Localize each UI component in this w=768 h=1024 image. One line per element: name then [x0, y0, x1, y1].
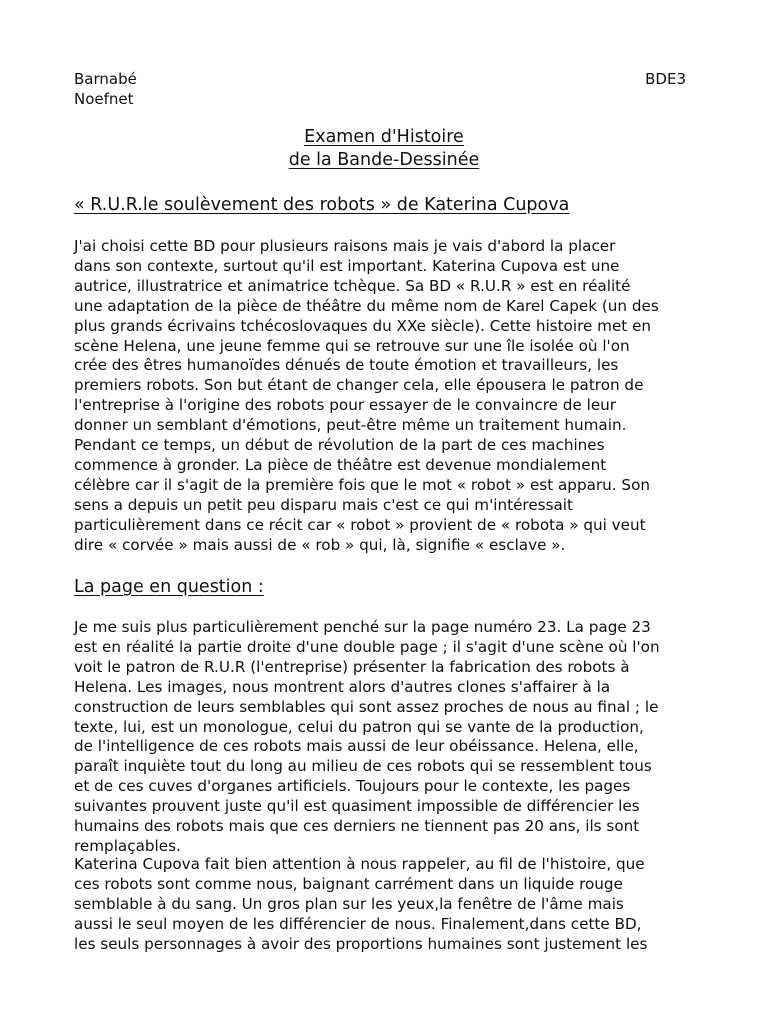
title-line-1: Examen d'Histoire	[304, 127, 464, 147]
paragraph-line: commence à gronder. La pièce de théâtre est devenue mondialement	[74, 455, 607, 474]
author-first-name: Barnabé	[74, 70, 137, 88]
paragraph-line: suivantes prouvent juste qu'il est quasiment impossible de différencier les	[74, 797, 640, 816]
paragraph-line: voit le patron de R.U.R (l'entreprise) présenter la fabrication des robots à	[74, 657, 630, 676]
paragraph-line: de l'intelligence de ces robots mais aussi de leur obéissance. Helena, elle,	[74, 737, 639, 756]
paragraph-line: une adaptation de la pièce de théâtre du même nom de Karel Capek (un des	[74, 296, 659, 315]
paragraph-line: construction de leurs semblables qui sont assez proches de nous au final ; le	[74, 697, 659, 716]
paragraph-line: ces robots sont comme nous, baignant carrément dans un liquide rouge	[74, 874, 623, 893]
paragraph-line: donner un semblant d'émotions, peut-être même un traitement humain.	[74, 416, 627, 435]
paragraph-line: paraît inquiète tout du long au milieu de ces robots qui se ressemblent tous	[74, 757, 652, 776]
paragraph-line: scène Helena, une jeune femme qui se retrouve sur une île isolée où l'on	[74, 336, 630, 355]
paragraph-line: remplaçables.	[74, 836, 181, 855]
closing-paragraph	[74, 855, 714, 955]
paragraph-line: Katerina Cupova fait bien attention à nous rappeler, au fil de l'histoire, que	[74, 855, 645, 873]
paragraph-line: dans son contexte, surtout qu'il est important. Katerina Cupova est une	[74, 256, 620, 275]
paragraph-line: premiers robots. Son but étant de changer cela, elle épousera le patron de	[74, 376, 644, 395]
document-title	[0, 126, 768, 172]
paragraph-line: Je me suis plus particulièrement penché sur la page numéro 23. La page 23	[74, 618, 651, 636]
paragraph-line: humains des robots mais que ces derniers ne tiennent pas 20 ans, ils sont	[74, 817, 640, 836]
subject-heading: « R.U.R.le soulèvement des robots » de Katerina Cupova	[74, 195, 570, 215]
paragraph-line: l'entreprise à l'origine des robots pour essayer de le convaincre de leur	[74, 396, 617, 415]
paragraph-line: dire « corvée » mais aussi de « rob » qui, là, signifie « esclave ».	[74, 535, 566, 554]
paragraph-line: les seuls personnages à avoir des proportions humaines sont justement les	[74, 934, 648, 953]
class-code: BDE3	[645, 70, 686, 88]
intro-paragraph	[74, 237, 714, 556]
paragraph-line: célèbre car il s'agit de la première fois que le mot « robot » est apparu. Son	[74, 475, 650, 494]
paragraph-line: est en réalité la partie droite d'une double page ; il s'agit d'une scène où l'on	[74, 637, 660, 656]
paragraph-line: aussi le seul moyen de les différencier de nous. Finalement,dans cette BD,	[74, 914, 642, 933]
author-last-name: Noefnet	[74, 90, 134, 108]
section-heading: La page en question :	[74, 577, 264, 597]
paragraph-line: texte, lui, est un monologue, celui du patron qui se vante de la production,	[74, 717, 644, 736]
paragraph-line: Pendant ce temps, un début de révolution de la part de ces machines	[74, 436, 605, 455]
paragraph-line: Helena. Les images, nous montrent alors d'autres clones s'affairer à la	[74, 677, 611, 696]
paragraph-line: et de ces cuves d'organes artificiels. Toujours pour le contexte, les pages	[74, 777, 631, 796]
paragraph-line: semblable à du sang. Un gros plan sur les yeux,la fenêtre de l'âme mais	[74, 894, 624, 913]
paragraph-line: autrice, illustratrice et animatrice tchèque. Sa BD « R.U.R » est en réalité	[74, 276, 631, 295]
author-name	[74, 69, 137, 109]
page-analysis-paragraph	[74, 618, 714, 857]
paragraph-line: particulièrement dans ce récit car « robot » provient de « robota » qui veut	[74, 515, 646, 534]
paragraph-line: crée des êtres humanoïdes dénués de toute émotion et travailleurs, les	[74, 356, 619, 375]
paragraph-line: J'ai choisi cette BD pour plusieurs raisons mais je vais d'abord la placer	[74, 237, 616, 255]
title-line-2: de la Bande-Dessinée	[288, 150, 480, 170]
paragraph-line: plus grands écrivains tchécoslovaques du XXe siècle). Cette histoire met en	[74, 316, 652, 335]
paragraph-line: sens a depuis un petit peu disparu mais c'est ce qui m'intéressait	[74, 495, 573, 514]
